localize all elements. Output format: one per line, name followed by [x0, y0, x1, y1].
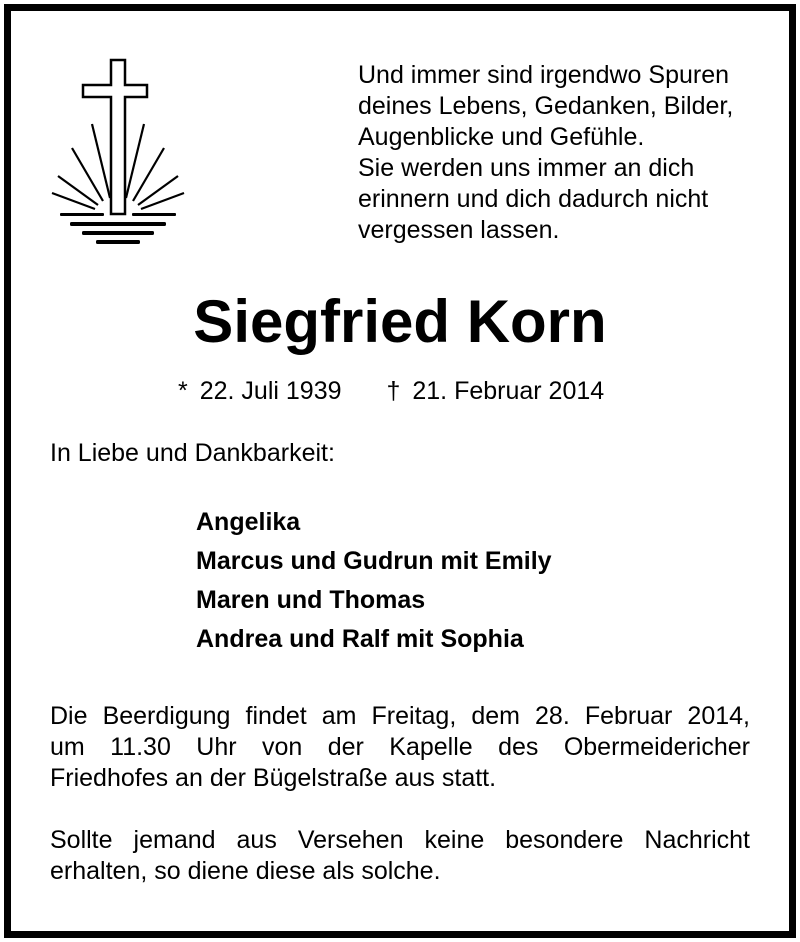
- death-date: 21. Februar 2014: [412, 377, 605, 405]
- poem-line: Sie werden uns immer an dich: [358, 154, 695, 182]
- poem-line: erinnern und dich dadurch nicht: [358, 185, 709, 213]
- funeral-line: Die Beerdigung findet am Freitag, dem 28. Februar 2014,: [50, 702, 750, 730]
- birth-symbol: *: [178, 377, 188, 405]
- family-list: [196, 503, 552, 659]
- family-member: Andrea und Ralf mit Sophia: [196, 625, 524, 653]
- family-member: Angelika: [196, 508, 301, 536]
- memorial-poem: [358, 60, 778, 246]
- dedication-line: In Liebe und Dankbarkeit:: [50, 439, 335, 467]
- death-date-group: [386, 375, 604, 407]
- funeral-line: Friedhofes an der Bügelstraße aus statt.: [50, 764, 497, 792]
- notice-line: erhalten, so diene diese als solche.: [50, 857, 441, 885]
- poem-line: Und immer sind irgendwo Spuren: [358, 61, 730, 89]
- birth-date-group: [178, 375, 342, 407]
- family-member: Maren und Thomas: [196, 586, 426, 614]
- birth-date: 22. Juli 1939: [199, 377, 342, 405]
- life-dates: [178, 375, 604, 407]
- death-symbol: †: [386, 377, 401, 405]
- no-notification-notice: [50, 825, 750, 887]
- funeral-announcement: [50, 701, 750, 794]
- poem-line: Augenblicke und Gefühle.: [358, 123, 645, 151]
- poem-line: deines Lebens, Gedanken, Bilder,: [358, 92, 734, 120]
- notice-line: Sollte jemand aus Versehen keine besondere Nachricht: [50, 826, 750, 854]
- deceased-name: Siegfried Korn: [193, 288, 607, 355]
- family-member: Marcus und Gudrun mit Emily: [196, 547, 552, 575]
- cross-with-sunrise-icon: [48, 58, 188, 250]
- poem-line: vergessen lassen.: [358, 216, 560, 244]
- funeral-line: um 11.30 Uhr von der Kapelle des Obermeidericher: [50, 733, 750, 761]
